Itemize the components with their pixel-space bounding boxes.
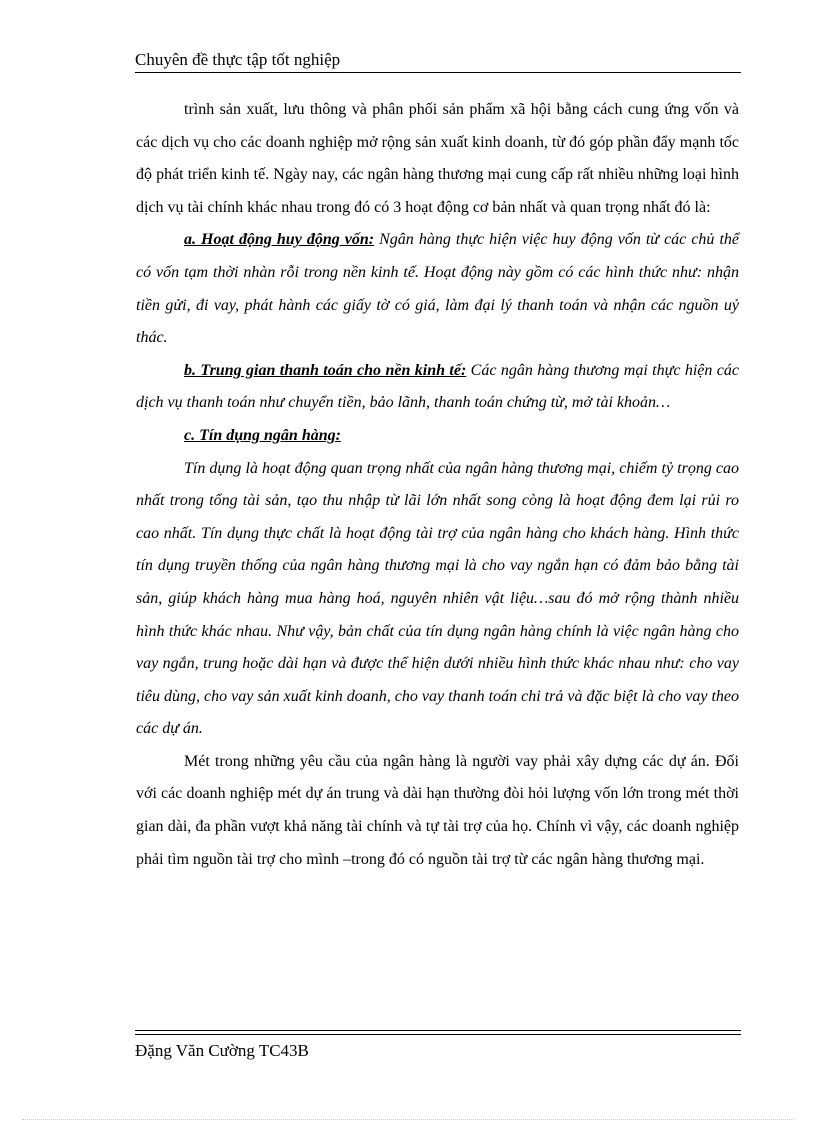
page-edge-dotted-line (22, 1119, 794, 1120)
section-b-heading: b. Trung gian thanh toán cho nền kinh tế: (184, 361, 467, 379)
header-rule (135, 72, 741, 73)
section-a-heading: a. Hoạt động huy động vốn: (184, 231, 375, 249)
paragraph-closing: Mét trong những yêu cầu của ngân hàng là người vay phải xây dựng các dự án. Đối với các doanh nghiệp mét dự án trung và dài hạn thường đòi hỏi lượng vốn lớn trong mét thời gian dài, đa phần vượt khả năng tài chính và tự tài trợ của họ. Chính vì vậy, các doanh nghiệp phải tìm nguồn tài trợ cho mình –trong đó có nguồn tài trợ từ các ngân hàng thương mại. (136, 752, 739, 868)
section-c-text: Tín dụng là hoạt động quan trọng nhất của ngân hàng thương mại, chiếm tỷ trọng cao nhất trong tổng tài sản, tạo thu nhập từ lãi lớn nhất song còng là hoạt động đem lại rủi ro cao nhất. Tín dụng thực chất là hoạt động tài trợ của ngân hàng cho khách hàng. Hình thức tín dụng truyền thống của ngân hàng thương mại là cho vay ngắn hạn có đảm bảo bằng tài sản, giúp khách hàng mua hàng hoá, nguyên nhiên vật liệu…sau đó mở rộng thành nhiều hình thức khác nhau. Như vậy, bản chất của tín dụng ngân hàng chính là việc ngân hàng cho vay ngắn, trung hoặc dài hạn và được thể hiện dưới nhiều hình thức khác nhau như: cho vay tiêu dùng, cho vay sản xuất kinh doanh, cho vay thanh toán chi trả và đặc biệt là cho vay theo các dự án. (136, 459, 739, 738)
section-c (136, 420, 739, 453)
section-b-text: Các ngân hàng thương mại thực hiện các dịch vụ thanh toán như chuyển tiền, bảo lãnh, thanh toán chứng từ, mở tài khoản… (136, 361, 739, 412)
section-c-heading: c. Tín dụng ngân hàng: (184, 426, 341, 444)
footer-rule-bottom (135, 1034, 741, 1035)
section-b (136, 355, 739, 420)
paragraph-intro: trình sản xuất, lưu thông và phân phối sản phẩm xã hội bằng cách cung ứng vốn và các dịch vụ cho các doanh nghiệp mở rộng sản xuất kinh doanh, từ đó góp phần đẩy mạnh tốc độ phát triển kinh tế. Ngày nay, các ngân hàng thương mại cung cấp rất nhiều những loại hình dịch vụ tài chính khác nhau trong đó có 3 hoạt động cơ bản nhất và quan trọng nhất đó là: (136, 101, 739, 216)
footer-rule-top (135, 1030, 741, 1031)
document-body (136, 94, 739, 876)
footer-author: Đặng Văn Cường TC43B (135, 1041, 309, 1060)
section-a-text: Ngân hàng thực hiện việc huy động vốn từ các chủ thể có vốn tạm thời nhàn rỗi trong nền kinh tế. Hoạt động này gồm có các hình thức như: nhận tiền gửi, đi vay, phát hành các giấy tờ có giá, làm đại lý thanh toán và nhận các nguồn uỷ thác. (136, 231, 739, 347)
page-header-title: Chuyên đề thực tập tốt nghiệp (135, 50, 341, 69)
section-a (136, 224, 739, 354)
